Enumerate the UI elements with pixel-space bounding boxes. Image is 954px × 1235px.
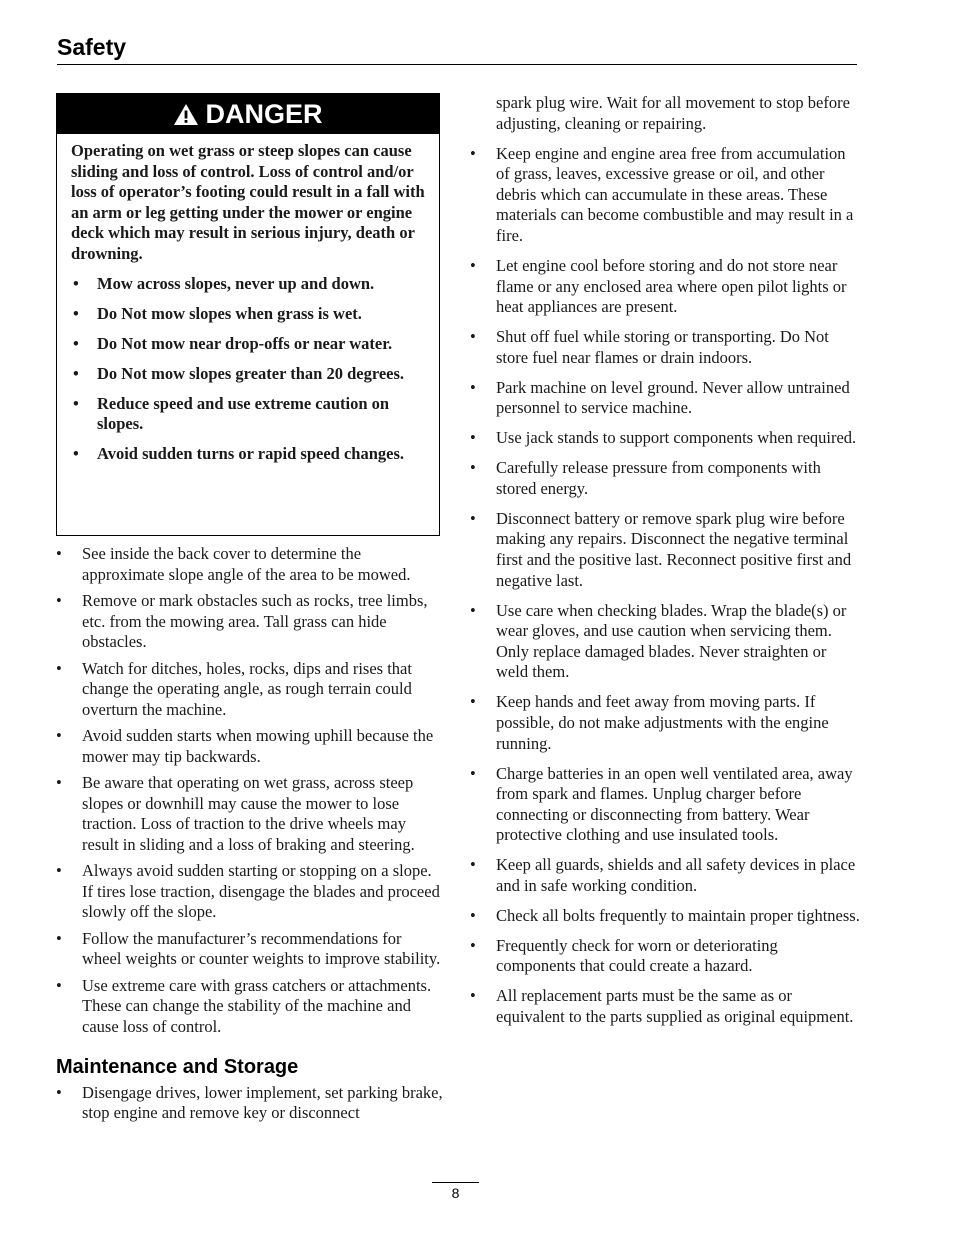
list-item-text: Park machine on level ground. Never allow untrained personnel to service machine. — [496, 377, 850, 418]
list-item-text: Disconnect battery or remove spark plug wire before making any repairs. Disconnect the negative terminal first and the positive last. Reconnect positive first and negative last. — [496, 508, 852, 590]
list-item — [470, 906, 860, 927]
bullet: • — [56, 590, 62, 610]
danger-item — [71, 334, 427, 355]
danger-item-text: Do Not mow near drop-offs or near water. — [97, 333, 393, 353]
bullet: • — [470, 377, 476, 397]
bullet: • — [56, 544, 62, 563]
list-item-continuation: spark plug wire. Wait for all movement to stop before adjusting, cleaning or repairing. — [496, 93, 850, 133]
list-item-text: Keep hands and feet away from moving parts. If possible, do not make adjustments with the engine running. — [496, 692, 829, 753]
list-item — [470, 378, 860, 419]
danger-list — [71, 274, 427, 465]
list-item-text: Watch for ditches, holes, rocks, dips and rises that change the operating angle, as rough terrain could overturn the machine. — [82, 658, 412, 719]
bullet: • — [56, 773, 62, 793]
list-item — [470, 936, 860, 977]
bullet: • — [56, 861, 62, 881]
list-item-text: Keep all guards, shields and all safety devices in place and in safe working condition. — [496, 855, 856, 895]
list-item-text: Be aware that operating on wet grass, across steep slopes or downhill may cause the mower to lose traction. Loss of traction to the drive wheels may result in sliding and a loss of braking and steering. — [82, 773, 415, 854]
bullet: • — [470, 143, 476, 163]
maintenance-list — [470, 144, 860, 1028]
bullet: • — [470, 458, 476, 478]
bullet: • — [470, 508, 476, 528]
danger-item-text: Avoid sudden turns or rapid speed changes. — [97, 444, 404, 464]
list-item-text: Let engine cool before storing and do not store near flame or any enclosed area where open pilot lights or heat appliances are present. — [496, 255, 847, 317]
header-divider — [57, 64, 857, 65]
list-item-text: Follow the manufacturer’s recommendations for wheel weights or counter weights to improve stability. — [82, 928, 441, 969]
list-item — [470, 256, 860, 318]
bullet: • — [470, 600, 476, 620]
list-item — [56, 659, 444, 721]
list-item-text: Carefully release pressure from components with stored energy. — [496, 458, 821, 498]
bullet: • — [73, 303, 79, 323]
bullet: • — [56, 928, 62, 948]
bullet: • — [73, 363, 79, 383]
danger-box — [56, 93, 440, 536]
danger-header — [57, 94, 439, 134]
danger-item-text: Do Not mow slopes when grass is wet. — [97, 303, 362, 323]
list-item — [56, 861, 444, 923]
footer-divider — [432, 1182, 479, 1183]
bullet: • — [56, 726, 62, 746]
right-column — [470, 93, 860, 1037]
list-item — [470, 692, 860, 754]
bullet: • — [73, 273, 79, 293]
page-number: 8 — [451, 1185, 460, 1201]
bullet: • — [470, 905, 476, 925]
danger-item — [71, 304, 427, 325]
bullet: • — [73, 333, 79, 353]
list-item-text: Avoid sudden starts when mowing uphill because the mower may tip backwards. — [82, 726, 434, 766]
left-column — [56, 93, 444, 1130]
list-item-text: All replacement parts must be the same as or equivalent to the parts supplied as original equipment. — [496, 986, 854, 1027]
slope-safety-list — [56, 544, 444, 1038]
list-item-text: Use care when checking blades. Wrap the blade(s) or wear gloves, and use caution when servicing them. Only replace damaged blades. Never straighten or weld them. — [496, 600, 847, 682]
maintenance-list-start — [56, 1083, 444, 1124]
bullet: • — [470, 935, 476, 955]
list-item — [470, 327, 860, 368]
bullet: • — [56, 975, 62, 995]
maintenance-heading: Maintenance and Storage — [56, 1055, 299, 1078]
danger-item — [71, 274, 427, 295]
list-item — [56, 726, 444, 767]
danger-item-text: Reduce speed and use extreme caution on slopes. — [97, 393, 390, 434]
list-item — [470, 144, 860, 247]
bullet: • — [470, 986, 476, 1006]
list-item — [470, 458, 860, 499]
bullet: • — [73, 444, 79, 464]
list-item-text: Shut off fuel while storing or transporting. Do Not store fuel near flames or drain indoors. — [496, 327, 829, 367]
page-title: Safety — [57, 34, 127, 60]
list-item-text: Use jack stands to support components when required. — [496, 428, 857, 448]
list-item — [56, 773, 444, 855]
list-item — [470, 601, 860, 683]
list-item-text: Remove or mark obstacles such as rocks, tree limbs, etc. from the mowing area. Tall grass can hide obstacles. — [82, 590, 428, 652]
danger-body — [57, 134, 439, 465]
danger-lead-text: Operating on wet grass or steep slopes can cause sliding and loss of control. Loss of control and/or loss of operator’s footing could result in a fall with an arm or leg getting under the mower or engine deck which may result in serious injury, death or drowning. — [71, 141, 425, 263]
list-item-text: Keep engine and engine area free from accumulation of grass, leaves, excessive grease or oil, and other debris which can accumulate in these areas. These materials can become combustible and may result in a fire. — [496, 143, 854, 245]
bullet: • — [470, 255, 476, 275]
list-item-text: See inside the back cover to determine the approximate slope angle of the area to be mowed. — [82, 544, 411, 584]
list-item-text: Check all bolts frequently to maintain proper tightness. — [496, 905, 860, 925]
list-item — [56, 544, 444, 585]
list-item — [470, 764, 860, 846]
bullet: • — [470, 428, 476, 448]
danger-title: DANGER — [205, 98, 323, 129]
list-item — [470, 855, 860, 896]
list-item — [470, 428, 860, 449]
list-item — [56, 976, 444, 1038]
list-item-text: Use extreme care with grass catchers or attachments. These can change the stability of the machine and cause loss of control. — [82, 975, 432, 1037]
bullet: • — [73, 393, 79, 413]
danger-item-text: Mow across slopes, never up and down. — [97, 273, 375, 293]
danger-item — [71, 444, 427, 465]
list-item — [56, 1083, 444, 1124]
bullet: • — [470, 763, 476, 783]
list-item-text: Frequently check for worn or deteriorating components that could create a hazard. — [496, 935, 778, 976]
list-item-text: Disengage drives, lower implement, set parking brake, stop engine and remove key or disconnect — [82, 1082, 443, 1123]
list-item-text: Always avoid sudden starting or stopping on a slope. If tires lose traction, disengage the blades and proceed slowly off the slope. — [82, 861, 440, 922]
bullet: • — [470, 855, 476, 875]
danger-item-text: Do Not mow slopes greater than 20 degrees. — [97, 363, 405, 383]
bullet: • — [470, 327, 476, 347]
danger-item — [71, 364, 427, 385]
list-item — [56, 591, 444, 653]
list-item-text: Charge batteries in an open well ventilated area, away from spark and flames. Unplug charger before connecting or disconnecting from battery. Wear protective clothing and use insulated tools. — [496, 763, 853, 845]
list-item — [470, 986, 860, 1027]
bullet: • — [56, 1082, 62, 1102]
danger-item — [71, 394, 427, 435]
warning-triangle-icon — [173, 103, 199, 126]
bullet: • — [470, 692, 476, 712]
list-item — [56, 929, 444, 970]
list-item — [470, 509, 860, 591]
bullet: • — [56, 658, 62, 678]
